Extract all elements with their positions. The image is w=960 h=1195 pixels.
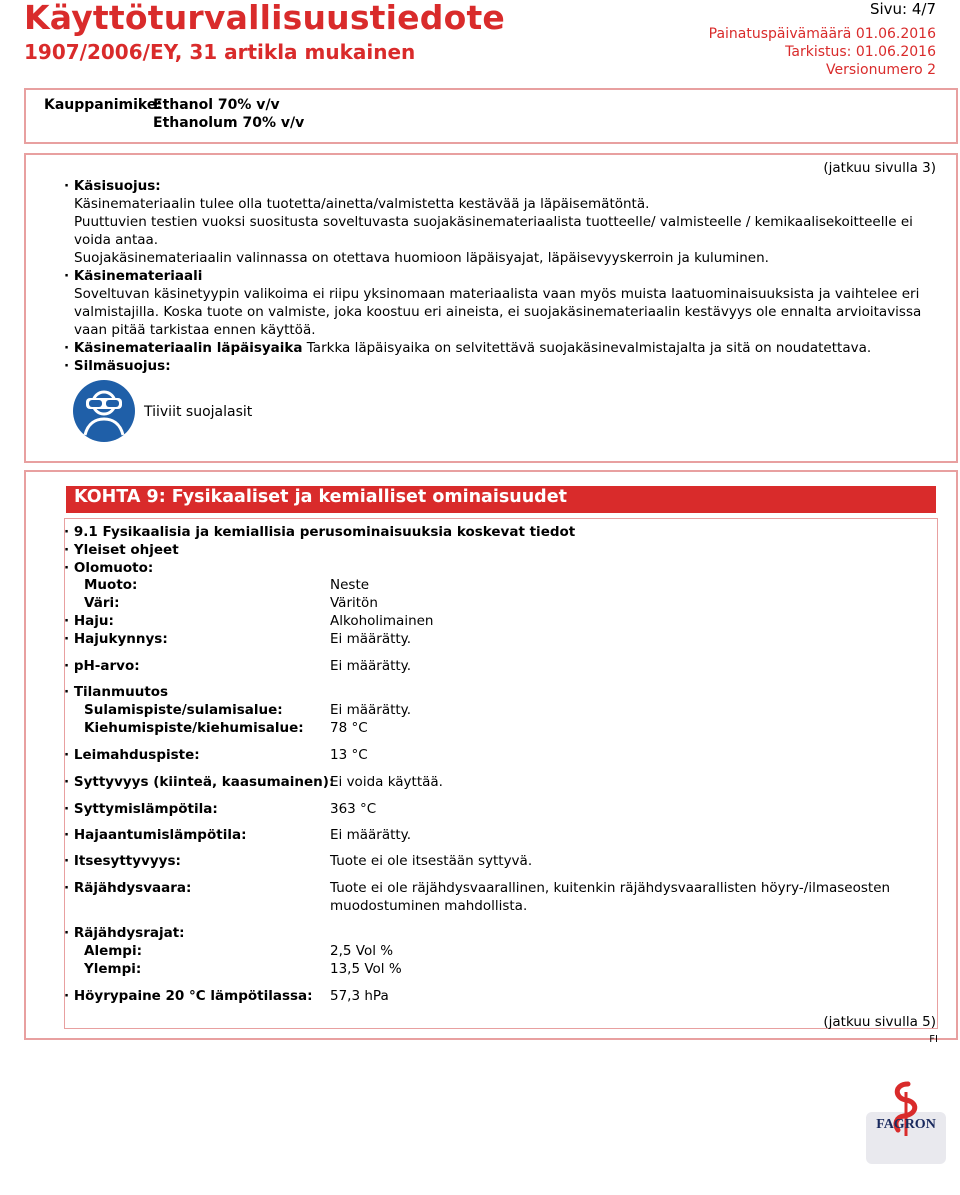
self-ignition-label: · Itsesyttyvyys: (64, 853, 181, 869)
trade-name-label: Kauppanimike: (44, 97, 162, 113)
eye-protection-label: · Silmäsuojus: (64, 357, 171, 375)
self-ignition-value: Tuote ei ole itsestään syttyvä. (330, 853, 533, 869)
decomposition-temp-label: · Hajaantumislämpötila: (64, 827, 246, 843)
print-date: Painatuspäivämäärä 01.06.2016 (708, 26, 936, 42)
hand-protection-label: · Käsisuojus: (64, 177, 161, 195)
color-value: Väritön (330, 595, 378, 611)
boiling-value: 78 °C (330, 720, 368, 736)
odor-threshold-label: · Hajukynnys: (64, 631, 168, 647)
decomposition-temp-value: Ei määrätty. (330, 827, 412, 843)
explosion-danger-value-line2: muodostuminen mahdollista. (330, 898, 528, 914)
appearance-label: · Olomuoto: (64, 559, 153, 577)
fagron-logo (864, 1078, 948, 1168)
hand-protection-p2-line1: Puuttuvien testien vuoksi suositusta soveltuvasta suojakäsinemateriaalista tuotteelle/ valmisteelle / kemikaalisekoitteelle ei (74, 214, 913, 230)
page-number: Sivu: 4/7 (869, 0, 936, 18)
continued-on: (jatkuu sivulla 5) (823, 1014, 936, 1030)
ignition-temp-value: 363 °C (330, 801, 377, 817)
document-title: Käyttöturvallisuustiedote (24, 0, 506, 37)
penetration-label: · Käsinemateriaalin läpäisyaika (64, 340, 303, 356)
vapour-pressure-label: · Höyrypaine 20 °C lämpötilassa: (64, 988, 313, 1004)
melting-label: Sulamispiste/sulamisalue: (84, 702, 283, 718)
glove-material-label: · Käsinemateriaali (64, 267, 202, 285)
odor-label: · Haju: (64, 613, 114, 629)
state-change-label: · Tilanmuutos (64, 684, 168, 700)
eye-protection-text: Tiiviit suojalasit (144, 404, 253, 420)
hand-protection-p2-line2: voida antaa. (74, 232, 159, 248)
hand-protection-p1: Käsinemateriaalin tulee olla tuotetta/ainetta/valmistetta kestävää ja läpäisemätöntä. (74, 196, 650, 212)
version-number: Versionumero 2 (826, 62, 936, 78)
explosion-danger-label: · Räjähdysvaara: (64, 880, 191, 896)
language-code: FI (929, 1034, 938, 1045)
trade-name-line2: Ethanolum 70% v/v (153, 115, 305, 131)
safety-goggles-icon (72, 379, 136, 443)
revision-date: Tarkistus: 01.06.2016 (785, 44, 936, 60)
explosion-limits-label: · Räjähdysrajat: (64, 925, 185, 941)
glove-material-line2: valmistajilla. Koska tuote on valmiste, joka koostuu eri aineista, ei suojakäsinemateriaalin kestävyys ole ennalta arvioitavissa (74, 304, 922, 320)
melting-value: Ei määrätty. (330, 702, 412, 718)
form-label: Muoto: (84, 577, 138, 593)
odor-threshold-value: Ei määrätty. (330, 631, 412, 647)
glove-material-line3: vaan pitää tarkistaa ennen käyttöä. (74, 322, 316, 338)
explosion-danger-value-line1: Tuote ei ole räjähdysvaarallinen, kuitenkin räjähdysvaarallisten höyry-/ilmaseosten (330, 880, 891, 896)
vapour-pressure-value: 57,3 hPa (330, 988, 389, 1004)
ph-value: Ei määrätty. (330, 658, 412, 674)
hand-protection-p3: Suojakäsinemateriaalin valinnassa on otettava huomioon läpäisyajat, läpäisevyyskerroin ja kuluminen. (74, 250, 769, 266)
document-subtitle: 1907/2006/EY, 31 artikla mukainen (24, 40, 416, 64)
flammability-value: Ei voida käyttää. (330, 774, 443, 790)
basic-properties-title: · 9.1 Fysikaalisia ja kemiallisia perusominaisuuksia koskevat tiedot (64, 523, 575, 541)
trade-name-line1: Ethanol 70% v/v (153, 97, 280, 113)
fagron-logo-text: FAGRON (876, 1117, 936, 1132)
flash-point-label: · Leimahduspiste: (64, 747, 200, 763)
penetration-text: Tarkka läpäisyaika on selvitettävä suojakäsinevalmistajalta ja sitä on noudatettava. (306, 340, 872, 356)
general-info: · Yleiset ohjeet (64, 541, 179, 559)
flammability-label: · Syttyvyys (kiinteä, kaasumainen): (64, 774, 334, 790)
continued-from: (jatkuu sivulla 3) (823, 160, 936, 176)
section9-title: KOHTA 9: Fysikaaliset ja kemialliset ominaisuudet (74, 487, 567, 507)
color-label: Väri: (84, 595, 120, 611)
form-value: Neste (330, 577, 370, 593)
glove-material-line1: Soveltuvan käsinetyypin valikoima ei riipu yksinomaan materiaalista vaan myös muista laatuominaisuuksista ja vaihtelee eri (74, 286, 920, 302)
flash-point-value: 13 °C (330, 747, 368, 763)
boiling-label: Kiehumispiste/kiehumisalue: (84, 720, 304, 736)
odor-value: Alkoholimainen (330, 613, 434, 629)
penetration-row (64, 339, 871, 357)
ph-label: · pH-arvo: (64, 658, 140, 674)
lower-limit-label: Alempi: (84, 943, 142, 959)
lower-limit-value: 2,5 Vol % (330, 943, 394, 959)
upper-limit-value: 13,5 Vol % (330, 961, 402, 977)
upper-limit-label: Ylempi: (84, 961, 142, 977)
ignition-temp-label: · Syttymislämpötila: (64, 801, 218, 817)
